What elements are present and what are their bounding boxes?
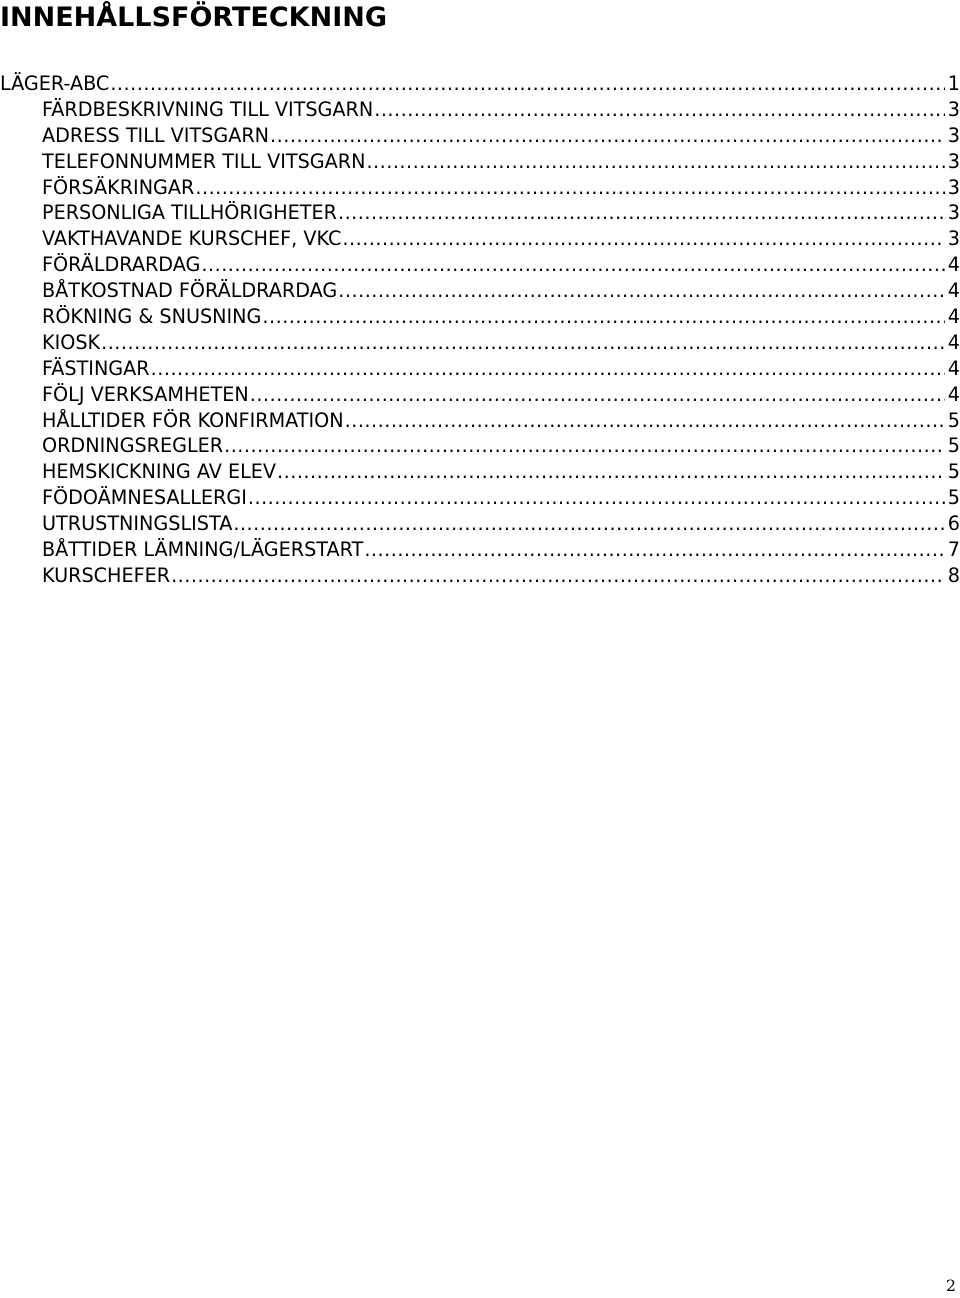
- toc-entry-title: BÅTKOSTNAD FÖRÄLDRARDAG: [42, 279, 338, 303]
- toc-entry-title: FÄSTINGAR: [42, 356, 150, 380]
- toc-entry-title: HÅLLTIDER FÖR KONFIRMATION: [42, 408, 344, 432]
- toc-entry-leader: [250, 382, 945, 408]
- toc-entry-title: KURSCHEFER: [42, 563, 171, 587]
- toc-entry-title: FÖRSÄKRINGAR: [42, 175, 195, 199]
- toc-entry-page: 4: [947, 330, 960, 354]
- toc-entry-page: 5: [947, 408, 960, 432]
- toc-entry-page: 4: [947, 253, 960, 277]
- toc-entry[interactable]: [0, 459, 960, 485]
- toc-entry-page: 5: [947, 486, 960, 510]
- toc-entry[interactable]: [0, 226, 960, 252]
- toc-entry-title: BÅTTIDER LÄMNING/LÄGERSTART: [42, 538, 364, 562]
- toc-entry-leader: [224, 433, 945, 459]
- toc-entry-title: TELEFONNUMMER TILL VITSGARN: [42, 149, 366, 173]
- toc-entry[interactable]: [0, 330, 960, 356]
- toc-entry-title: VAKTHAVANDE KURSCHEF, VKC: [42, 227, 342, 251]
- toc-entry-title: FÖLJ VERKSAMHETEN: [42, 382, 249, 406]
- toc-entry-title: FÖDOÄMNESALLERGI: [42, 486, 247, 510]
- toc-entry-page: 5: [947, 434, 960, 458]
- toc-entry-page: 4: [947, 305, 960, 329]
- toc-entry-page: 3: [947, 201, 960, 225]
- toc-entry-leader: [101, 330, 945, 356]
- toc-entry[interactable]: [0, 123, 960, 149]
- toc-heading: INNEHÅLLSFÖRTECKNING: [0, 2, 388, 33]
- toc-entry-page: 3: [947, 227, 960, 251]
- toc-entry-leader: [195, 175, 944, 201]
- toc-entry[interactable]: [0, 252, 960, 278]
- toc-entry-leader: [248, 485, 945, 511]
- toc-entry-page: 3: [947, 149, 960, 173]
- toc-entry-title: FÄRDBESKRIVNING TILL VITSGARN: [42, 97, 374, 121]
- toc-entry-leader: [171, 563, 945, 589]
- toc-entry-title: ORDNINGSREGLER: [42, 434, 224, 458]
- toc-entry-leader: [366, 149, 944, 175]
- toc-entry-leader: [151, 356, 945, 382]
- table-of-contents: [0, 71, 960, 589]
- toc-entry[interactable]: [0, 304, 960, 330]
- toc-entry[interactable]: [0, 356, 960, 382]
- toc-entry-leader: [270, 123, 945, 149]
- toc-entry-title: ADRESS TILL VITSGARN: [42, 123, 270, 147]
- toc-entry[interactable]: [0, 563, 960, 589]
- toc-entry-page: 4: [947, 382, 960, 406]
- toc-entry-title: KIOSK: [42, 330, 101, 354]
- toc-entry-leader: [338, 200, 945, 226]
- toc-entry-page: 3: [947, 123, 960, 147]
- toc-entry-page: 1: [947, 72, 960, 95]
- toc-entry-page: 5: [947, 460, 960, 484]
- toc-entry-title: LÄGER-ABC: [0, 72, 110, 95]
- toc-entry-title: FÖRÄLDRARDAG: [42, 253, 201, 277]
- toc-entry-leader: [201, 252, 944, 278]
- toc-entry[interactable]: [0, 382, 960, 408]
- toc-entry[interactable]: [0, 408, 960, 434]
- toc-entry[interactable]: [0, 175, 960, 201]
- toc-entry[interactable]: [0, 200, 960, 226]
- toc-entry[interactable]: [0, 537, 960, 563]
- toc-entry-leader: [277, 459, 945, 485]
- toc-entry-page: 4: [947, 356, 960, 380]
- toc-entry-leader: [342, 226, 944, 252]
- toc-entry[interactable]: [0, 433, 960, 459]
- toc-entry-leader: [110, 71, 944, 97]
- toc-entry-page: 8: [947, 563, 960, 587]
- toc-entry-page: 3: [947, 175, 960, 199]
- toc-entry-page: 3: [947, 97, 960, 121]
- toc-entry[interactable]: [0, 97, 960, 123]
- toc-entry-title: UTRUSTNINGSLISTA: [42, 512, 233, 536]
- toc-entry-page: 4: [947, 279, 960, 303]
- toc-entry-leader: [262, 304, 944, 330]
- toc-entry[interactable]: [0, 511, 960, 537]
- toc-entry-title: RÖKNING & SNUSNING: [42, 305, 262, 329]
- toc-entry-page: 6: [947, 512, 960, 536]
- toc-entry-leader: [233, 511, 944, 537]
- toc-entry-leader: [364, 537, 944, 563]
- toc-entry-title: HEMSKICKNING AV ELEV: [42, 460, 277, 484]
- toc-entry[interactable]: [0, 71, 960, 97]
- toc-entry-leader: [374, 97, 945, 123]
- toc-entry[interactable]: [0, 149, 960, 175]
- toc-entry-page: 7: [947, 538, 960, 562]
- toc-entry-title: PERSONLIGA TILLHÖRIGHETER: [42, 201, 337, 225]
- toc-entry-leader: [338, 278, 944, 304]
- toc-entry[interactable]: [0, 278, 960, 304]
- toc-entry-leader: [345, 408, 945, 434]
- toc-entry[interactable]: [0, 485, 960, 511]
- page-number: 2: [945, 1276, 956, 1295]
